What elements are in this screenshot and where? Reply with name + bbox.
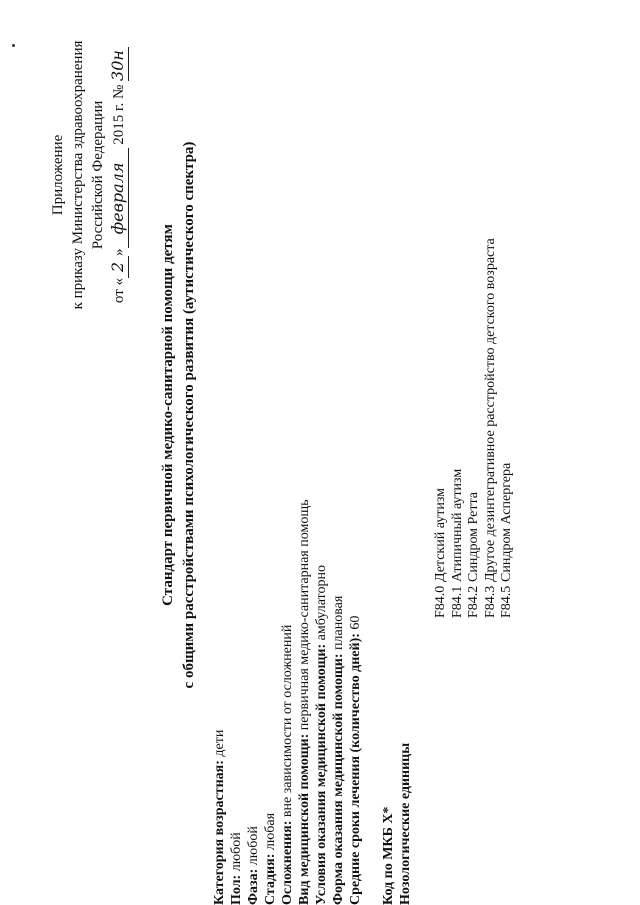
param-value: амбулаторно <box>314 565 329 644</box>
param-value: любой <box>246 826 261 869</box>
param-value: 60 <box>348 615 363 634</box>
list-item <box>449 238 466 618</box>
appendix-header <box>48 35 129 315</box>
list-item <box>482 238 499 618</box>
document-title <box>158 125 200 705</box>
icd-block <box>380 743 414 905</box>
param-label: Пол: <box>229 874 244 905</box>
icd-code-label: Код по МКБ X* <box>381 806 396 905</box>
diagnosis-code-list <box>432 238 515 618</box>
appendix-country-line: Российской Федерации <box>90 100 106 250</box>
parameters-block <box>211 500 364 905</box>
handwritten-month: февраля <box>108 148 129 248</box>
param-label: Форма оказания медицинской помощи: <box>331 653 346 905</box>
param-value: любой <box>229 832 244 875</box>
handwritten-number: 30н <box>108 47 129 81</box>
param-label: Средние сроки лечения (количество дней): <box>348 633 363 905</box>
list-item <box>465 238 482 618</box>
list-item <box>498 238 515 618</box>
param-label: Осложнения: <box>280 820 295 905</box>
list-item <box>432 238 449 618</box>
date-mid: » <box>111 248 127 256</box>
diagnosis-name: Другое дезинтегративное расстройство детского возраста <box>482 238 498 582</box>
diagnosis-name: Синдром Ретта <box>466 492 481 582</box>
appendix-title: Приложение <box>50 134 66 216</box>
param-value: вне зависимости от осложнений <box>280 624 295 821</box>
date-year-text: 2015 г. № <box>111 84 127 145</box>
diagnosis-code: F84.2 <box>466 585 481 618</box>
date-prefix: от « <box>111 277 127 304</box>
param-row <box>211 500 228 905</box>
param-row <box>330 500 347 905</box>
diagnosis-name: Синдром Аспергера <box>499 462 514 582</box>
param-row <box>245 500 262 905</box>
param-label: Категория возрастная: <box>212 760 227 905</box>
param-value: первичная медико-санитарная помощь <box>297 499 312 734</box>
diagnosis-code: F84.0 <box>433 585 448 618</box>
nosology-label: Нозологические единицы <box>398 742 413 905</box>
param-value: любая <box>263 812 278 854</box>
appendix-order-line: к приказу Министерства здравоохранения <box>70 40 86 310</box>
diagnosis-name: Атипичный аутизм <box>449 468 465 582</box>
param-label: Вид медицинской помощи: <box>297 733 312 905</box>
diagnosis-code: F84.1 <box>449 585 465 618</box>
param-row <box>296 500 313 905</box>
title-line-1: Стандарт первичной медико-санитарной помощи детям <box>160 224 176 606</box>
param-label: Условия оказания медицинской помощи: <box>314 643 329 905</box>
param-row <box>347 500 364 905</box>
param-value: плановая <box>331 595 346 654</box>
handwritten-day: 2 <box>108 256 129 278</box>
appendix-date-line <box>108 35 129 315</box>
param-value: дети <box>212 729 227 761</box>
param-row <box>228 500 245 905</box>
param-label: Фаза: <box>246 868 261 905</box>
diagnosis-code: F84.3 <box>482 585 498 618</box>
param-row <box>279 500 296 905</box>
title-line-2: с общими расстройствами психологического развития (аутистического спектра) <box>181 141 197 689</box>
diagnosis-name: Детский аутизм <box>433 487 448 582</box>
param-label: Стадия: <box>263 853 278 905</box>
param-row <box>313 500 330 905</box>
param-row <box>262 500 279 905</box>
diagnosis-code: F84.5 <box>499 585 514 618</box>
